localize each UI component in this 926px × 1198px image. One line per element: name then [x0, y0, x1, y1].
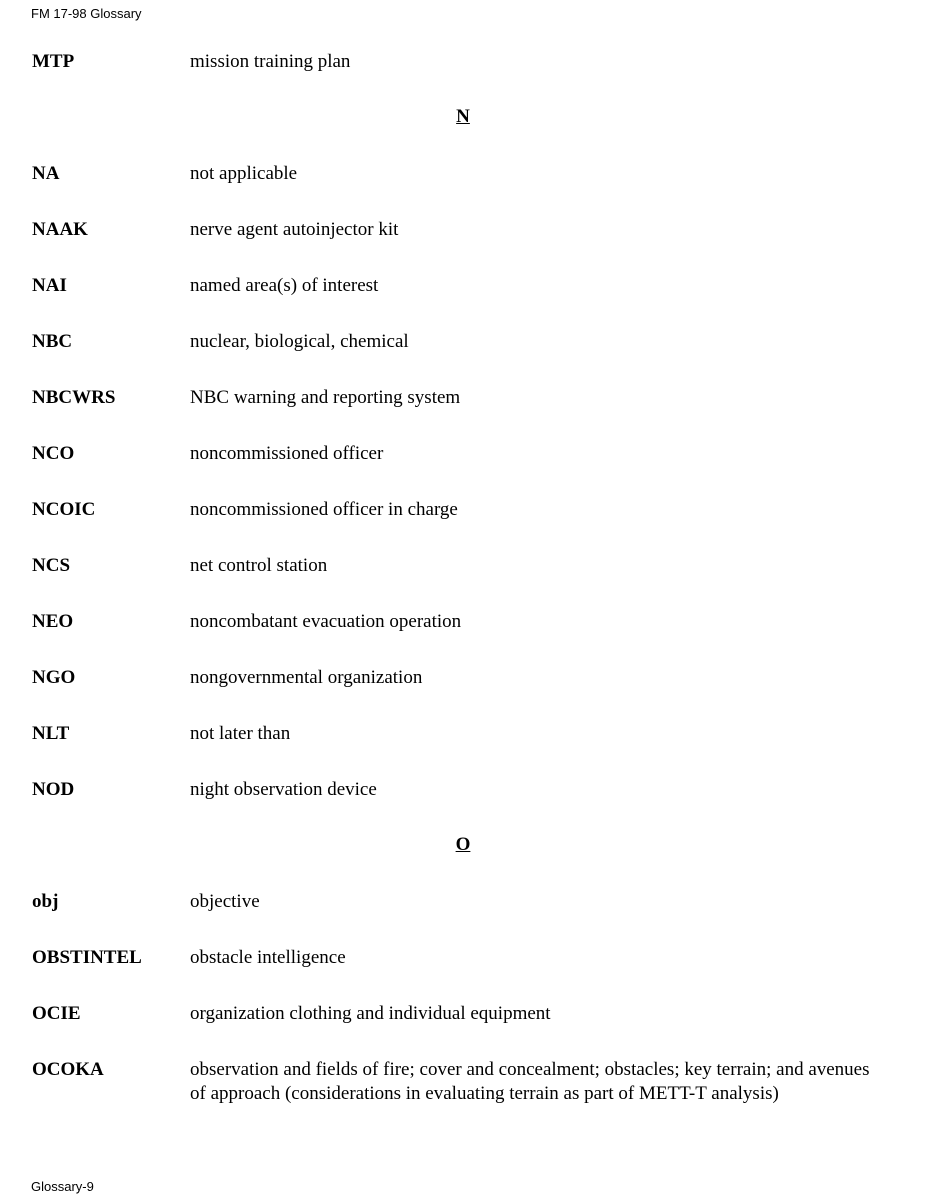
glossary-term: NLT [32, 723, 70, 744]
glossary-term: NOD [32, 779, 75, 800]
glossary-definition: observation and fields of fire; cover and concealment; obstacles; key terrain; and avenues of approach (considerations in evaluating terrain as part of METT-T analysis) [190, 1059, 870, 1104]
glossary-term: NA [32, 163, 60, 184]
glossary-term: NCOIC [32, 499, 96, 520]
glossary-definition: named area(s) of interest [190, 275, 379, 296]
glossary-definition: not later than [190, 723, 291, 744]
page-number: Glossary-9 [31, 1179, 94, 1194]
glossary-term: NGO [32, 667, 76, 688]
glossary-definition: noncombatant evacuation operation [190, 611, 462, 632]
glossary-definition: net control station [190, 555, 328, 576]
glossary-term: OCOKA [32, 1059, 104, 1080]
section-letter-o: O [455, 834, 471, 855]
glossary-definition: organization clothing and individual equipment [190, 1003, 551, 1024]
glossary-term: NCO [32, 443, 75, 464]
section-letter-n: N [456, 106, 470, 127]
glossary-term: NCS [32, 555, 71, 576]
glossary-definition: not applicable [190, 163, 298, 184]
glossary-term: NBC [32, 331, 73, 352]
glossary-term: NBCWRS [32, 387, 116, 408]
glossary-term: NAAK [32, 219, 88, 240]
glossary-definition: obstacle intelligence [190, 947, 346, 968]
glossary-term: OBSTINTEL [32, 947, 142, 968]
glossary-definition: mission training plan [190, 51, 351, 72]
glossary-definition: objective [190, 891, 260, 912]
running-header: FM 17-98 Glossary [31, 6, 142, 21]
glossary-term: OCIE [32, 1003, 81, 1024]
glossary-term: NAI [32, 275, 67, 296]
glossary-definition: nerve agent autoinjector kit [190, 219, 399, 240]
glossary-definition: NBC warning and reporting system [190, 387, 461, 408]
glossary-definition: noncommissioned officer [190, 443, 384, 464]
glossary-term: obj [32, 891, 59, 912]
glossary-term: NEO [32, 611, 74, 632]
glossary-term: MTP [32, 51, 75, 72]
glossary-definition: noncommissioned officer in charge [190, 499, 458, 520]
glossary-definition: night observation device [190, 779, 377, 800]
glossary-definition: nuclear, biological, chemical [190, 331, 409, 352]
glossary-definition: nongovernmental organization [190, 667, 423, 688]
